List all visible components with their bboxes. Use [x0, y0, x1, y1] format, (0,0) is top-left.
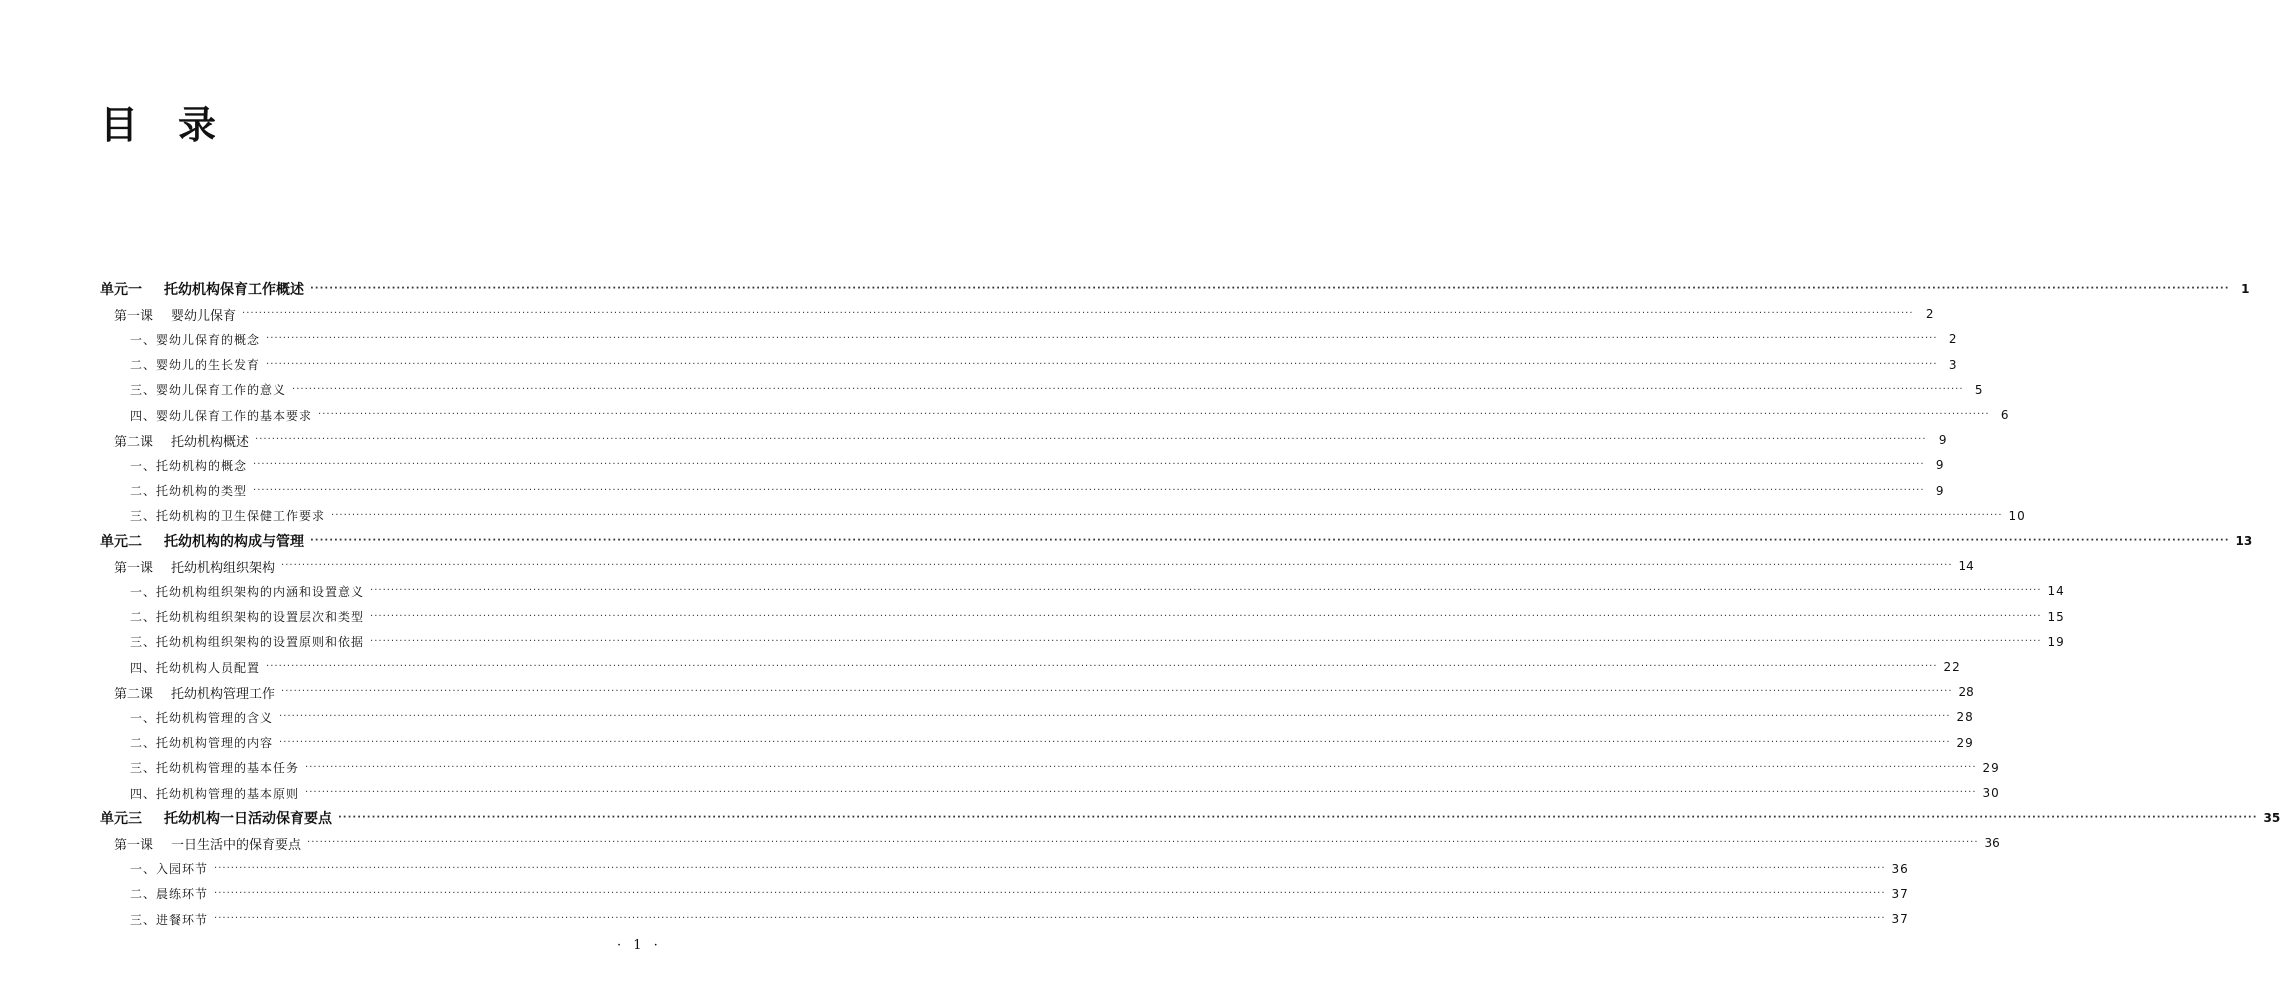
toc-leader-dots: ················································································································································································································································································································································································································: [253, 459, 1925, 471]
toc-entry-number: 第一课: [114, 560, 154, 576]
toc-entry-page: 29: [1956, 735, 1974, 750]
toc-entry-item[interactable]: [130, 632, 2065, 652]
toc-entry-number: 三、: [130, 509, 157, 524]
toc-entry-unit[interactable]: [100, 808, 2280, 828]
toc-entry-unit[interactable]: [100, 531, 2253, 551]
toc-entry-page: 28: [1956, 710, 1974, 725]
toc-entry-number: 二、: [130, 484, 157, 499]
toc-entry-number: 第二课: [114, 434, 154, 450]
toc-entry-number: 单元三: [100, 811, 142, 828]
toc-entry-number: 四、: [130, 786, 157, 801]
toc-entry-item[interactable]: [130, 657, 1961, 677]
toc-entry-label: 托幼机构人员配置: [156, 660, 261, 675]
toc-entry-label: 托幼机构管理工作: [171, 686, 276, 702]
toc-entry-page: 2: [1948, 332, 1958, 347]
toc-entry-number: 三、: [130, 761, 157, 776]
toc-entry-number: 二、: [130, 358, 157, 373]
toc-entry-label: 托幼机构概述: [171, 434, 250, 450]
toc-leader-dots: ················································································································································································································································································································································································································: [370, 610, 2042, 622]
title-char-1: 目: [100, 102, 139, 147]
toc-entry-page: 5: [1974, 382, 1984, 397]
toc-entry-label: 一日生活中的保育要点: [171, 837, 302, 853]
toc-leader-dots: ················································································································································································································································································································································································································: [331, 509, 2003, 521]
toc-entry-number: 二、: [130, 610, 157, 625]
toc-entry-page: 37: [1891, 912, 1909, 926]
toc-entry-label: 托幼机构组织架构: [171, 560, 276, 576]
toc-entry-item[interactable]: [130, 783, 2000, 803]
toc-entry-item[interactable]: [130, 355, 1958, 375]
toc-entry-item[interactable]: [130, 380, 1984, 400]
toc-entry-label: 婴幼儿保育的概念: [156, 332, 261, 347]
toc-leader-dots: ················································································································································································································································································································································································································: [307, 837, 1979, 849]
toc-leader-dots: ················································································································································································································································································································································································································: [266, 333, 1938, 345]
toc-entry-page: 29: [1982, 760, 2000, 775]
toc-entry-label: 托幼机构组织架构的设置层次和类型: [156, 610, 365, 625]
toc-entry-page: 14: [1958, 559, 1974, 574]
toc-leader-dots: ················································································································································································································································································································································································································: [279, 711, 1951, 723]
toc-entry-page: 22: [1943, 660, 1961, 674]
toc-leader-dots: ················································································································································································································································································································································································································: [242, 308, 1914, 320]
toc-entry-page: 30: [1982, 786, 2000, 800]
toc-leader-dots: ················································································································································································································································································································································································································: [279, 736, 1951, 748]
toc-entry-number: 四、: [130, 408, 157, 423]
toc-entry-page: 6: [2000, 408, 2010, 422]
page-number-footer: · 1 ·: [617, 938, 662, 953]
toc-entry-page: 28: [1958, 685, 1974, 700]
toc-entry-label: 托幼机构保育工作概述: [164, 282, 304, 298]
toc-entry-number: 一、: [130, 332, 157, 347]
toc-entry-item[interactable]: [130, 607, 2065, 627]
toc-entry-page: 36: [1891, 861, 1909, 876]
toc-entry-number: 四、: [130, 660, 157, 675]
toc-entry-lesson[interactable]: [114, 833, 2000, 853]
toc-entry-page: 37: [1891, 886, 1909, 901]
toc-entry-page: 19: [2047, 634, 2065, 649]
toc-entry-number: 一、: [130, 584, 157, 599]
toc-leader-dots: ················································································································································································································································································································································································································: [281, 560, 1953, 572]
toc-leader-dots: ················································································································································································································································································································································································································: [338, 812, 2258, 824]
toc-leader-dots: ················································································································································································································································································································································································································: [253, 484, 1925, 496]
toc-leader-dots: ················································································································································································································································································································································································································: [214, 913, 1886, 924]
toc-entry-item[interactable]: [130, 506, 2026, 526]
toc-leader-dots: ················································································································································································································································································································································································································: [214, 887, 1886, 899]
toc-entry-item[interactable]: [130, 455, 1945, 475]
toc-entry-page: 2: [1925, 307, 1934, 322]
toc-entry-page: 14: [2047, 584, 2065, 599]
toc-leader-dots: ················································································································································································································································································································································································································: [255, 434, 1927, 446]
toc-leader-dots: ················································································································································································································································································································································································································: [305, 787, 1977, 798]
toc-entry-number: 三、: [130, 912, 157, 927]
toc-entry-item[interactable]: [130, 481, 1945, 501]
toc-entry-item[interactable]: [130, 859, 1909, 879]
title-char-2: 录: [178, 102, 217, 147]
toc-entry-lesson[interactable]: [114, 430, 1947, 450]
toc-entry-item[interactable]: [130, 405, 2010, 425]
toc-entry-item[interactable]: [130, 581, 2065, 601]
toc-entry-label: 托幼机构组织架构的设置原则和依据: [156, 635, 365, 650]
toc-leader-dots: ················································································································································································································································································································································································································: [310, 535, 2230, 546]
toc-entry-number: 第一课: [114, 308, 154, 324]
toc-entry-item[interactable]: [130, 707, 1974, 727]
toc-entry-number: 第二课: [114, 686, 154, 702]
toc-entry-lesson[interactable]: [114, 556, 1974, 576]
toc-entry-page: 15: [2047, 609, 2065, 624]
toc-entry-number: 二、: [130, 887, 157, 902]
toc-entry-page: 13: [2235, 534, 2253, 548]
toc-entry-label: 托幼机构的卫生保健工作要求: [156, 509, 326, 524]
toc-entry-item[interactable]: [130, 329, 1958, 349]
toc-entry-number: 一、: [130, 862, 157, 877]
toc-entry-page: 36: [1984, 836, 2000, 851]
toc-entry-label: 进餐环节: [156, 912, 209, 927]
toc-leader-dots: ················································································································································································································································································································································································································: [281, 686, 1953, 698]
toc-leader-dots: ················································································································································································································································································································································································································: [370, 585, 2042, 597]
toc-leader-dots: ················································································································································································································································································································································································································: [214, 862, 1886, 874]
toc-entry-number: 一、: [130, 710, 157, 725]
toc-entry-label: 托幼机构组织架构的内涵和设置意义: [156, 584, 365, 599]
toc-entry-page: 9: [1935, 483, 1945, 498]
toc-entry-label: 婴幼儿保育: [171, 308, 237, 324]
toc-entry-label: 托幼机构管理的含义: [156, 710, 274, 725]
toc-entry-label: 晨练环节: [156, 887, 209, 902]
toc-entry-number: 三、: [130, 383, 157, 398]
toc-leader-dots: ················································································································································································································································································································································································································: [370, 635, 2042, 647]
toc-entry-label: 托幼机构一日活动保育要点: [164, 811, 332, 828]
toc-entry-label: 托幼机构的概念: [156, 458, 248, 473]
toc-entry-label: 婴幼儿保育工作的基本要求: [156, 408, 313, 423]
toc-leader-dots: ················································································································································································································································································································································································································: [266, 661, 1938, 672]
toc-entry-label: 托幼机构的构成与管理: [164, 534, 304, 550]
toc-entry-item[interactable]: [130, 758, 2000, 778]
toc-entry-page: 35: [2263, 811, 2280, 826]
toc-entry-number: 三、: [130, 635, 157, 650]
toc-entry-lesson[interactable]: [114, 682, 1974, 702]
toc-entry-number: 单元一: [100, 282, 142, 298]
toc-entry-item[interactable]: [130, 909, 1909, 929]
toc-entry-number: 一、: [130, 458, 157, 473]
toc-leader-dots: ················································································································································································································································································································································································································: [292, 383, 1964, 395]
toc-entry-lesson[interactable]: [114, 304, 1934, 324]
toc-entry-label: 托幼机构管理的基本任务: [156, 761, 300, 776]
toc-entry-number: 第一课: [114, 837, 154, 853]
toc-entry-label: 托幼机构的类型: [156, 484, 248, 499]
toc-entry-item[interactable]: [130, 884, 1909, 904]
toc-leader-dots: ················································································································································································································································································································································································································: [318, 409, 1990, 420]
toc-entry-page: 9: [1938, 433, 1947, 448]
toc-entry-label: 入园环节: [156, 862, 209, 877]
toc-entry-number: 二、: [130, 736, 157, 751]
toc-entry-number: 单元二: [100, 534, 142, 550]
toc-entry-label: 婴幼儿保育工作的意义: [156, 383, 287, 398]
toc-entry-label: 托幼机构管理的内容: [156, 736, 274, 751]
toc-entry-item[interactable]: [130, 733, 1974, 753]
toc-entry-page: 3: [1948, 357, 1958, 372]
toc-leader-dots: ················································································································································································································································································································································································································: [305, 761, 1977, 773]
toc-leader-dots: ················································································································································································································································································································································································································: [310, 283, 2230, 294]
toc-entry-unit[interactable]: [100, 279, 2250, 299]
toc-leader-dots: ················································································································································································································································································································································································································: [266, 358, 1938, 370]
toc-entry-label: 婴幼儿的生长发育: [156, 358, 261, 373]
toc-entry-page: 1: [2241, 282, 2250, 296]
toc-entry-page: 9: [1935, 458, 1945, 473]
toc-entry-page: 10: [2008, 508, 2026, 523]
toc-entry-label: 托幼机构管理的基本原则: [156, 786, 300, 801]
